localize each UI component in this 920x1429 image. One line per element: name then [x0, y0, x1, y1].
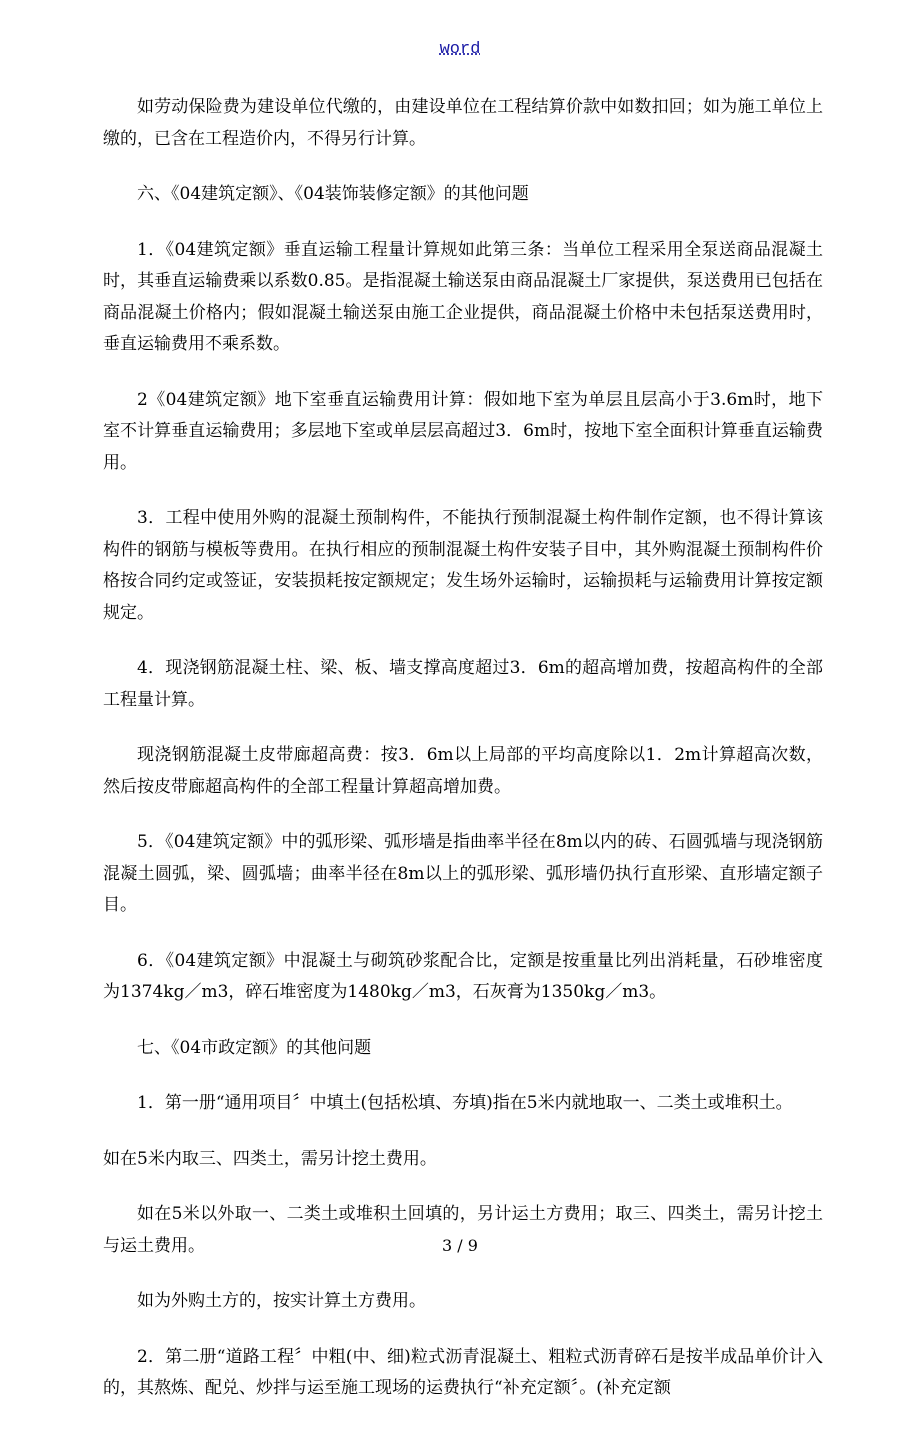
document-body — [103, 92, 823, 1429]
paragraph-item-2-basement: 2《04建筑定额》地下室垂直运输费用计算：假如地下室为单层且层高小于3.6m时，地下室不计算垂直运输费用；多层地下室或单层层高超过3．6m时，按地下室全面积计算垂直运输费用。 — [103, 389, 823, 473]
paragraph-item-1-vertical-transport: 1．《04建筑定额》垂直运输工程量计算规如此第三条：当单位工程采用全泵送商品混凝土时，其垂直运输费乘以系数0.85。是指混凝土输送泵由商品混凝土厂家提供，泵送费用已包括在商品混凝土价格内；假如混凝土输送泵由施工企业提供，商品混凝土价格中未包括泵送费用时，垂直运输费用不乘系数。 — [103, 239, 823, 354]
paragraph-item-5-curved: 5．《04建筑定额》中的弧形梁、弧形墙是指曲率半径在8m以内的砖、石圆弧墙与现浇钢筋混凝土圆弧，梁、圆弧墙；曲率半径在8m以上的弧形梁、弧形墙仍执行直形梁、直形墙定额子目。 — [103, 832, 823, 915]
paragraph-belt-corridor: 现浇钢筋混凝土皮带廊超高费：按3．6m以上局部的平均高度除以1．2m计算超高次数，然后按皮带廊超高构件的全部工程量计算超高增加费。 — [103, 745, 823, 797]
paragraph-beyond-5m: 如在5米以外取一、二类土或堆积土回填的，另计运土方费用；取三、四类土，需另计挖土与运土费用。 — [103, 1204, 823, 1256]
paragraph-item-4-support-height: 4．现浇钢筋混凝土柱、梁、板、墙支撑高度超过3．6m的超高增加费，按超高构件的全部工程量计算。 — [103, 658, 823, 710]
section-heading-seven: 七、《04市政定额》的其他问题 — [137, 1037, 372, 1058]
page-header — [0, 40, 920, 59]
paragraph-within-5m: 如在5米内取三、四类土，需另计挖土费用。 — [103, 1148, 437, 1169]
page-number: 3 / 9 — [442, 1236, 478, 1255]
paragraph-volume2-asphalt: 2．第二册“道路工程〞中粗(中、细)粒式沥青混凝土、粗粒式沥青碎石是按半成品单价计入的，其熬炼、配兑、炒拌与运至施工现场的运费执行“补充定额〞。(补充定额 — [103, 1346, 823, 1398]
word-link[interactable]: word — [439, 40, 481, 59]
paragraph-item-6-mix-ratio: 6．《04建筑定额》中混凝土与砌筑砂浆配合比，定额是按重量比列出消耗量，石砂堆密度为1374kg／m3，碎石堆密度为1480kg／m3，石灰膏为1350kg／m3。 — [103, 950, 823, 1002]
paragraph-volume1-fill: 1．第一册“通用项目〞中填土(包括松填、夯填)指在5米内就地取一、二类土或堆积土。 — [137, 1093, 793, 1113]
paragraph-purchased-soil: 如为外购土方的，按实计算土方费用。 — [137, 1291, 426, 1311]
paragraph-item-3-precast: 3．工程中使用外购的混凝土预制构件，不能执行预制混凝土构件制作定额，也不得计算该构件的钢筋与模板等费用。在执行相应的预制混凝土构件安装子目中，其外购混凝土预制构件价格按合同约定或签证，安装损耗按定额规定；发生场外运输时，运输损耗与运输费用计算按定额规定。 — [103, 508, 823, 623]
section-heading-six: 六、《04建筑定额》、《04装饰装修定额》的其他问题 — [137, 184, 529, 204]
paragraph-labor-insurance: 如劳动保险费为建设单位代缴的，由建设单位在工程结算价款中如数扣回；如为施工单位上缴的，已含在工程造价内，不得另行计算。 — [103, 97, 823, 149]
